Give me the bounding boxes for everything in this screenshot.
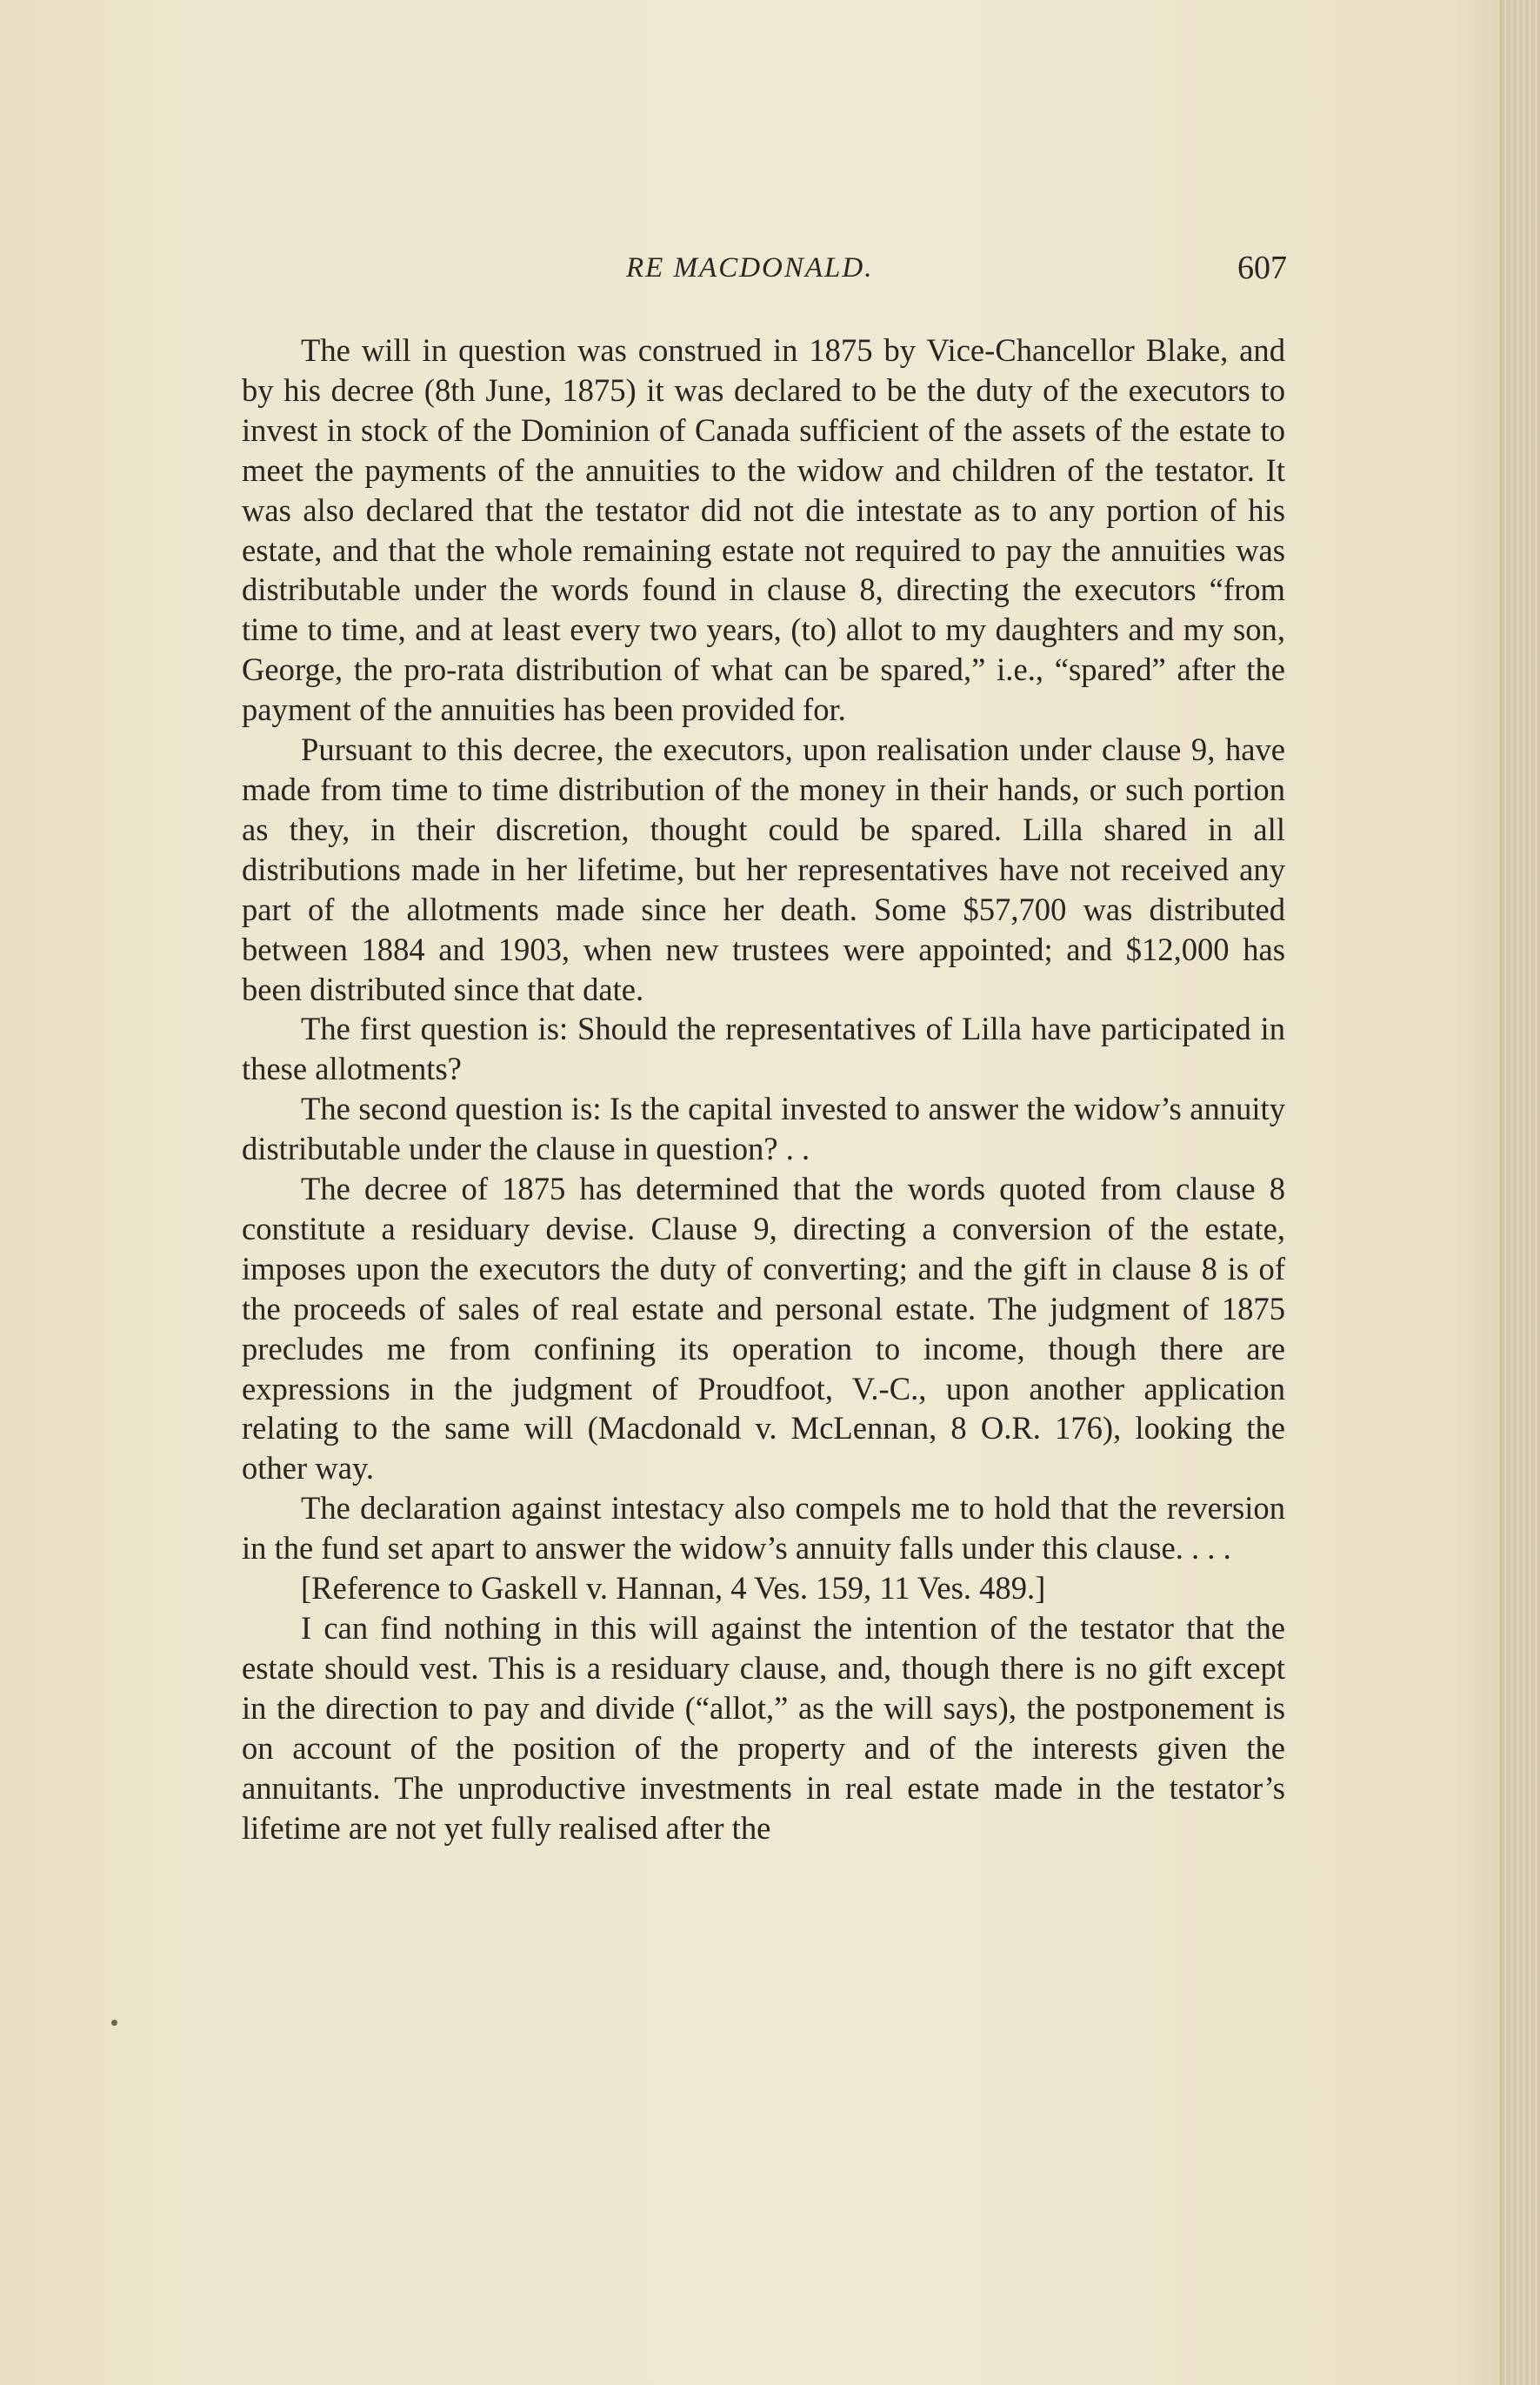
reference-note: [Reference to Gaskell v. Hannan, 4 Ves. 159, 11 Ves. 489.] [301, 1570, 1046, 1607]
paragraph: Pursuant to this decree, the executors, upon realisation under clause 9, have made from time to time distribution of the money in their hands, or such portion as they, in their discretion, thought could be spared. Lilla shared in all distributions made in her lifetime, but her representatives have not received any part of the allotments made since her death. Some $57,700 was distributed between 1884 and 1903, when new trustees were appointed; and $12,000 has been distributed since that date. [242, 732, 1285, 1007]
page-edge [1500, 0, 1540, 2385]
paragraph: I can find nothing in this will against the intention of the testator that the estate should vest. This is a residuary clause, and, though there is no gift except in the direction to pay and divide (“allot,” as the will says), the postponement is on account of the position of the property and of the interests given the annuitants. The unproductive investments in real estate made in the testator’s lifetime are not yet fully realised after the [242, 1610, 1285, 1846]
paragraph: The will in question was construed in 1875 by Vice-Chancellor Blake, and by his decree (8th June, 1875) it was declared to be the duty of the executors to invest in stock of the Dominion of Canada sufficient of the assets of the estate to meet the payments of the annuities to the widow and children of the testator. It was also declared that the testator did not die intestate as to any portion of his estate, and that the whole remaining estate not required to pay the annuities was distributable under the words found in clause 8, directing the executors “from time to time, and at least every two years, (to) allot to my daughters and my son, George, the pro-rata distribution of what can be spared,” i.e., “spared” after the payment of the annuities has been provided for. [242, 332, 1285, 728]
paragraph: The first question is: Should the representatives of Lilla have participated in these allotments? [242, 1011, 1285, 1087]
margin-mark [111, 2020, 117, 2026]
paragraph: The second question is: Is the capital invested to answer the widow’s annuity distributable under the clause in question? . . [242, 1091, 1285, 1167]
page-number: 607 [1237, 250, 1287, 286]
running-head: RE MACDONALD. [626, 252, 874, 284]
paragraph: The declaration against intestacy also compels me to hold that the reversion in the fund set apart to answer the widow’s annuity falls under this clause. . . . [242, 1490, 1285, 1567]
body-text [242, 331, 1285, 1847]
page-header [235, 252, 1287, 296]
paragraph: The decree of 1875 has determined that the words quoted from clause 8 constitute a residuary devise. Clause 9, directing a conversion of the estate, imposes upon the executors the duty of converting; and the gift in clause 8 is of the proceeds of sales of real estate and personal estate. The judgment of 1875 precludes me from confining its operation to income, though there are expressions in the judgment of Proudfoot, V.-C., upon another application relating to the same will (Macdonald v. McLennan, 8 O.R. 176), looking the other way. [242, 1171, 1285, 1486]
